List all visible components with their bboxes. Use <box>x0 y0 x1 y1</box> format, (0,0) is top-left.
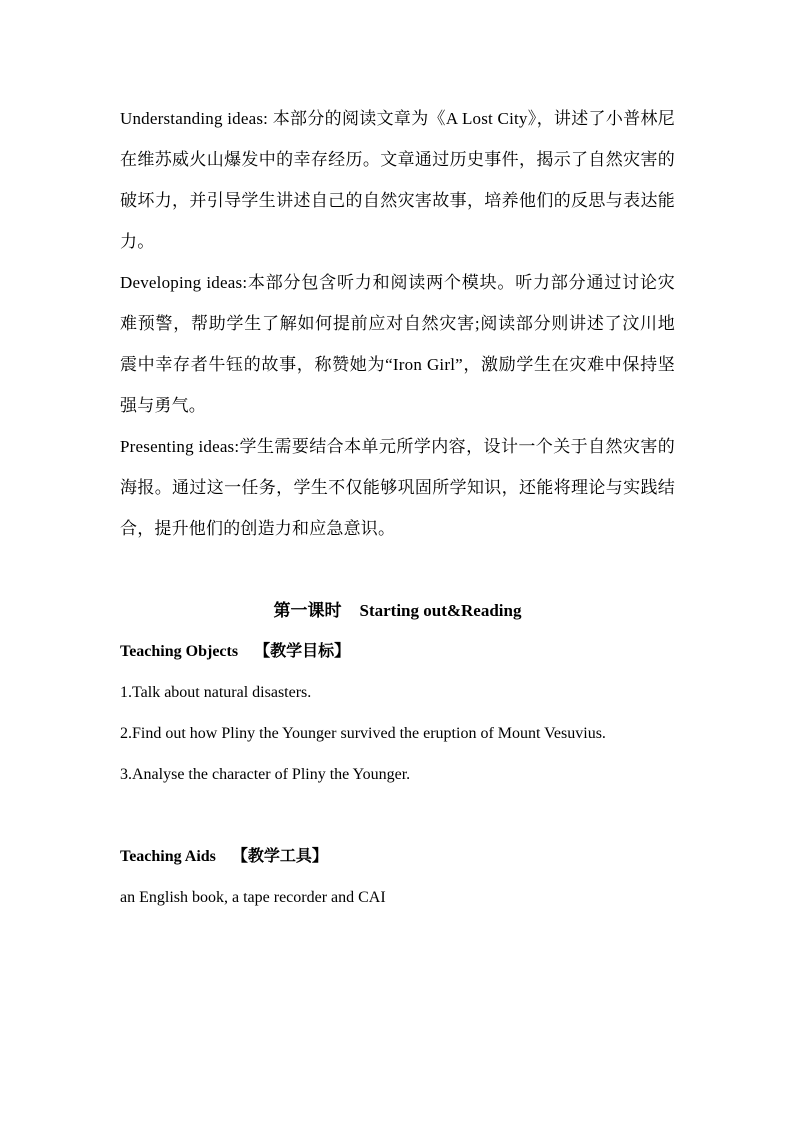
section-spacer-2 <box>120 795 675 836</box>
lesson-title-en: Starting out&Reading <box>359 601 522 620</box>
objective-item-2: 2.Find out how Pliny the Younger survived the eruption of Mount Vesuvius. <box>120 725 606 742</box>
teaching-aids-heading-en: Teaching Aids <box>120 848 216 865</box>
understanding-ideas-lead: Understanding ideas: <box>120 109 273 128</box>
section-spacer <box>120 549 675 590</box>
understanding-ideas-text: 本部分的阅读文章为《A Lost City》，讲述了小普林尼在维苏威火山爆发中的幸存经历。文章通过历史事件，揭示了自然灾害的破坏力，并引导学生讲述自己的自然灾害故事，培养他们的反思与表达能力。 <box>120 109 675 251</box>
developing-ideas-lead: Developing ideas: <box>120 273 248 292</box>
developing-ideas-paragraph <box>120 262 675 426</box>
understanding-ideas-paragraph <box>120 98 675 262</box>
teaching-aids-heading <box>120 836 675 877</box>
developing-ideas-text: 本部分包含听力和阅读两个模块。听力部分通过讨论灾难预警，帮助学生了解如何提前应对自然灾害;阅读部分则讲述了汶川地震中幸存者牛钰的故事，称赞她为“Iron Girl”，激励学生在灾难中保持坚强与勇气。 <box>120 273 675 415</box>
teaching-objects-heading-zh: 【教学目标】 <box>254 643 351 660</box>
presenting-ideas-paragraph <box>120 426 675 549</box>
objective-item-1: 1.Talk about natural disasters. <box>120 684 312 701</box>
teaching-aids-heading-zh: 【教学工具】 <box>231 848 328 865</box>
objective-item-3: 3.Analyse the character of Pliny the Younger. <box>120 766 411 783</box>
lesson-title-zh: 第一课时 <box>273 601 342 620</box>
presenting-ideas-text: 学生需要结合本单元所学内容，设计一个关于自然灾害的海报。通过这一任务，学生不仅能够巩固所学知识，还能将理论与实践结合，提升他们的创造力和应急意识。 <box>120 437 676 538</box>
teaching-objects-heading-en: Teaching Objects <box>120 643 239 660</box>
teaching-aids-text: an English book, a tape recorder and CAI <box>120 889 386 906</box>
document-content <box>120 98 675 918</box>
lesson-title <box>120 590 675 631</box>
teaching-objects-heading <box>120 631 675 672</box>
presenting-ideas-lead: Presenting ideas: <box>120 437 240 456</box>
